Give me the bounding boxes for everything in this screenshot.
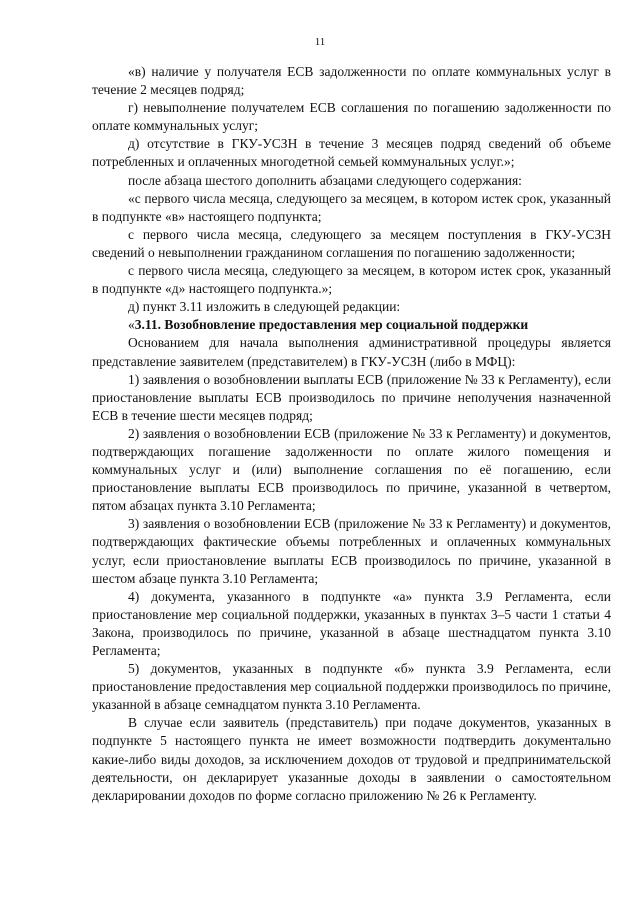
paragraph-first-day-d: с первого числа месяца, следующего за месяцем, в котором истек срок, указанный в подпункте «д» настоящего подпункта.»; [92,263,611,297]
list-item-4: 4) документа, указанного в подпункте «а» пункта 3.9 Регламента, если приостановление мер социальной поддержки, указанных в пунктах 3–5 части 1 статьи 4 Закона, производилось по причине, указанной в абзаце шестнадцатом пункта 3.10 Регламента; [92,588,611,658]
paragraph-first-day-agreement: с первого числа месяца, следующего за месяцем поступления в ГКУ-УСЗН сведений о невыполнении гражданином соглашения по погашению задолженности; [92,226,611,260]
paragraph-d: д) отсутствие в ГКУ-УСЗН в течение 3 месяцев подряд сведений об объеме потребленных и оплаченных многодетной семьей коммунальных услуг.»; [92,136,611,170]
paragraph-basis: Основанием для начала выполнения административной процедуры является представление заявителем (представителем) в ГКУ-УСЗН (либо в МФЦ): [92,335,611,369]
document-body [92,63,611,805]
heading-quote: « [128,317,135,333]
paragraph-amendment-intro: после абзаца шестого дополнить абзацами следующего содержания: [128,172,522,188]
page-number: 11 [314,36,326,48]
paragraph-g: г) невыполнение получателем ЕСВ соглашения по погашению задолженности по оплате коммунальных услуг; [92,100,611,134]
list-item-2: 2) заявления о возобновлении ЕСВ (приложение № 33 к Регламенту) и документов, подтверждающих погашение задолженности по оплате жилого помещения и коммунальных услуг и (или) выполнение соглашения по её погашению, если приостановление выплаты ЕСВ производилось по причине, указанной в четвертом, пятом абзацах пункта 3.10 Регламента; [92,425,611,514]
list-item-3: 3) заявления о возобновлении ЕСВ (приложение № 33 к Регламенту) и документов, подтверждающих фактические объемы потребленных и оплаченных коммунальных услуг, если приостановление выплаты ЕСВ производилось по причине, указанной в шестом абзаце пункта 3.10 Регламента; [92,516,611,586]
section-heading [92,316,611,334]
list-item-5: 5) документов, указанных в подпункте «б» пункта 3.9 Регламента, если приостановление предоставления мер социальной поддержки производилось по причине, указанной в абзаце семнадцатом пункта 3.10 Регламента. [92,661,611,713]
list-item-1: 1) заявления о возобновлении выплаты ЕСВ (приложение № 33 к Регламенту), если приостановление выплаты ЕСВ производилось по причине неполучения назначенной ЕСВ в течение шести месяцев подряд; [92,371,611,423]
heading-title: 3.11. Возобновление предоставления мер социальной поддержки [134,317,529,333]
paragraph-v: «в) наличие у получателя ЕСВ задолженности по оплате коммунальных услуг в течение 2 месяцев подряд; [92,64,611,98]
paragraph-declaration: В случае если заявитель (представитель) при подаче документов, указанных в подпункте 5 настоящего пункта не имеет возможности подтвердить документально какие-либо виды доходов, за исключением доходов от трудовой и предпринимательской деятельности, он декларирует указанные доходы в заявлении о самостоятельном декларировании доходов по форме согласно приложению № 26 к Регламенту. [92,715,611,803]
paragraph-first-day-v: «с первого числа месяца, следующего за месяцем, в котором истек срок, указанный в подпункте «в» настоящего подпункта; [92,190,611,224]
paragraph-item-3-11-intro: д) пункт 3.11 изложить в следующей редакции: [128,299,401,315]
